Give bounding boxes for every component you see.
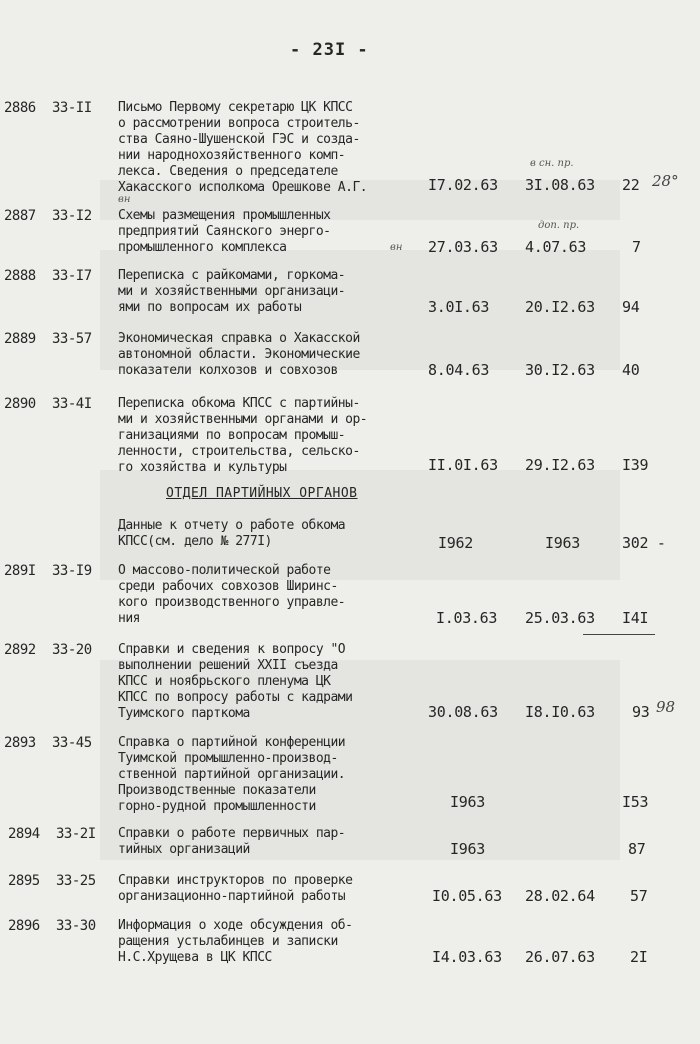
entry-number: 2896 — [8, 918, 40, 934]
entry-code: 33-II — [52, 100, 92, 116]
entry-code: 33-30 — [56, 918, 96, 934]
entry-code: 33-I7 — [52, 268, 92, 284]
page-count: 93 — [632, 703, 650, 721]
entry-number: 2892 — [4, 642, 36, 658]
start-date: I7.02.63 — [428, 176, 498, 194]
page-count: I39 — [622, 456, 649, 474]
underline-rule — [583, 634, 655, 635]
page-count: I4I — [622, 609, 649, 627]
handwritten-note: вн — [390, 242, 403, 253]
end-date: 20.I2.63 — [525, 298, 595, 316]
entry-description: Экономическая справка о Хакасской автономной области. Экономические показатели колхозов и совхозов — [118, 331, 360, 378]
start-date: 30.08.63 — [428, 703, 498, 721]
start-date: I962 — [438, 534, 473, 552]
entry-code: 33-I2 — [52, 208, 92, 224]
page-count: 302 - — [622, 534, 666, 552]
page-count: 7 — [632, 238, 641, 256]
entry-number: 2887 — [4, 208, 36, 224]
start-date: II.0I.63 — [428, 456, 498, 474]
entry-code: 33-45 — [52, 735, 92, 751]
page-count: 22 — [622, 176, 640, 194]
handwritten-note: вн — [118, 194, 131, 205]
end-date: 3I.08.63 — [525, 176, 595, 194]
page-count: 57 — [630, 887, 648, 905]
page-count: I53 — [622, 793, 649, 811]
entry-number: 2890 — [4, 396, 36, 412]
start-date: I4.03.63 — [432, 948, 502, 966]
entry-description: Справки и сведения к вопросу "О выполнении решений ХХII съезда КПСС и ноябрьского пленума ЦК КПСС по вопросу работы с кадрами Туимского парткома — [118, 642, 353, 721]
entry-description: Справки инструкторов по проверке организационно-партийной работы — [118, 873, 353, 904]
entry-description: Информация о ходе обсуждения об- ращения устьлабинцев и записки Н.С.Хрущева в ЦК КПСС — [118, 918, 353, 965]
entry-description: Переписка с райкомами, горкома- ми и хозяйственными организаци- ями по вопросам их работы — [118, 268, 346, 315]
entry-code: 33-I9 — [52, 563, 92, 579]
entry-description: О массово-политической работе среди рабочих совхозов Ширинс- кого производственного управле- ния — [118, 563, 346, 626]
handwritten-note: доп. пр. — [538, 220, 580, 231]
end-date: I8.I0.63 — [525, 703, 595, 721]
end-date: 4.07.63 — [525, 238, 587, 256]
start-date: I.03.63 — [436, 609, 498, 627]
start-date: I963 — [450, 840, 485, 858]
end-date: 30.I2.63 — [525, 361, 595, 379]
entry-number: 2894 — [8, 826, 40, 842]
entry-code: 33-4I — [52, 396, 92, 412]
entry-number: 2895 — [8, 873, 40, 889]
entry-number: 2893 — [4, 735, 36, 751]
end-date: I963 — [545, 534, 580, 552]
entry-code: 33-2I — [56, 826, 96, 842]
entry-description: Справки о работе первичных пар- тийных организаций — [118, 826, 346, 857]
end-date: 29.I2.63 — [525, 456, 595, 474]
entry-number: 2886 — [4, 100, 36, 116]
page-count: 94 — [622, 298, 640, 316]
start-date: I0.05.63 — [432, 887, 502, 905]
page-count: 87 — [628, 840, 646, 858]
entry-description: Переписка обкома КПСС с партийны- ми и хозяйственными органами и ор- ганизациями по вопросам промыш- ленности, строительства, сельско- го хозяйства и культуры — [118, 396, 368, 475]
entry-description: Схемы размещения промышленных предприятий Саянского энерго- промышленного комплекса — [118, 208, 331, 255]
entry-code: 33-20 — [52, 642, 92, 658]
page-count: 2I — [630, 948, 648, 966]
handwritten-correction: 98 — [656, 698, 676, 716]
entry-number: 2888 — [4, 268, 36, 284]
entry-description: Данные к отчету о работе обкома КПСС(см. дело № 277I) — [118, 518, 346, 549]
entry-description: Письмо Первому секретарю ЦК КПСС о рассмотрении вопроса строитель- ства Саяно-Шушенской ГЭС и созда- нии народнохозяйственного комп- лекса. Сведения о председателе Хакасского исполкома Орешкове А.Г. — [118, 100, 368, 195]
entry-code: 33-25 — [56, 873, 96, 889]
entry-code: 33-57 — [52, 331, 92, 347]
start-date: 8.04.63 — [428, 361, 490, 379]
entry-description: Справка о партийной конференции Туимской промышленно-производ- ственной партийной организации. Производственные показатели горно-рудной промышленности — [118, 735, 346, 814]
entry-number: 289I — [4, 563, 36, 579]
entry-number: 2889 — [4, 331, 36, 347]
end-date: 26.07.63 — [525, 948, 595, 966]
end-date: 28.02.64 — [525, 887, 595, 905]
end-date: 25.03.63 — [525, 609, 595, 627]
start-date: I963 — [450, 793, 485, 811]
handwritten-correction: 28° — [652, 172, 679, 190]
section-header: ОТДЕЛ ПАРТИЙНЫХ ОРГАНОВ — [166, 486, 358, 501]
handwritten-note: в сн. пр. — [530, 158, 574, 169]
page-number: - 23I - — [290, 40, 369, 60]
start-date: 3.0I.63 — [428, 298, 490, 316]
start-date: 27.03.63 — [428, 238, 498, 256]
page-count: 40 — [622, 361, 640, 379]
